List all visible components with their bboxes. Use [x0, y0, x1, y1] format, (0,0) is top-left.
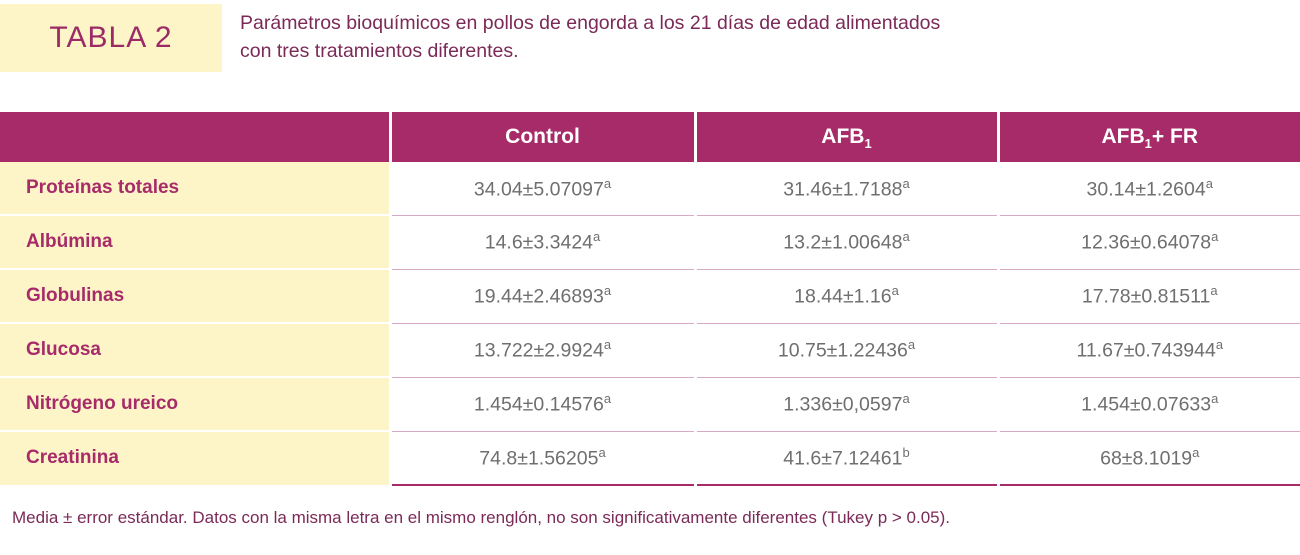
table-row	[0, 377, 1300, 431]
cell-value: 14.6±3.3424	[484, 231, 594, 254]
cell-marker: a	[902, 391, 910, 407]
cell-marker: a	[1215, 337, 1224, 353]
column-header-afb1-sub: 1	[864, 136, 872, 151]
cell-marker: a	[593, 229, 601, 245]
table-cell	[390, 269, 695, 323]
cell-value: 13.2±1.00648	[783, 231, 903, 254]
table-row	[0, 269, 1300, 323]
cell-marker: a	[891, 283, 899, 299]
cell-value: 11.67±0.743944	[1076, 339, 1216, 362]
row-label: Creatinina	[0, 431, 390, 485]
table-cell	[695, 323, 998, 377]
cell-marker: a	[902, 229, 910, 245]
cell-marker: a	[603, 337, 612, 353]
column-header-empty	[0, 112, 390, 162]
row-label: Proteínas totales	[0, 162, 390, 215]
caption-line-2: con tres tratamientos diferentes.	[240, 39, 519, 62]
row-label: Glucosa	[0, 323, 390, 377]
cell-marker: a	[1205, 175, 1213, 191]
column-header-afb1-fr-suffix: + FR	[1151, 125, 1198, 148]
column-header-afb1-fr-label: AFB	[1101, 125, 1145, 148]
table-caption	[222, 4, 940, 65]
table-cell	[998, 215, 1300, 269]
cell-marker: a	[598, 444, 606, 460]
cell-value: 30.14±1.2604	[1086, 178, 1206, 200]
row-label: Globulinas	[0, 269, 390, 323]
table-cell	[390, 431, 695, 485]
column-header-control	[390, 112, 695, 162]
caption-line-1: Parámetros bioquímicos en pollos de engorda a los 21 días de edad alimentados	[240, 12, 941, 34]
table-cell	[998, 323, 1300, 377]
cell-value: 1.454±0.07633	[1081, 393, 1212, 416]
cell-value: 68±8.1019	[1100, 447, 1193, 470]
table-number-label: TABLA 2	[49, 21, 173, 54]
cell-marker: a	[603, 175, 612, 191]
column-header-afb1-fr-sub: 1	[1144, 136, 1152, 151]
cell-value: 13.722±2.9924	[473, 339, 604, 362]
cell-marker: a	[603, 283, 612, 299]
cell-value: 1.454±0.14576	[473, 393, 604, 416]
cell-marker: b	[902, 444, 910, 460]
table-header-row	[0, 112, 1300, 162]
cell-marker: a	[1211, 229, 1219, 245]
cell-marker: a	[1211, 391, 1219, 407]
column-header-afb1	[695, 112, 998, 162]
cell-value: 18.44±1.16	[794, 285, 892, 308]
cell-value: 12.36±0.64078	[1081, 231, 1212, 254]
table-cell	[390, 323, 695, 377]
column-header-control-label: Control	[505, 125, 580, 148]
figure-header	[0, 0, 1300, 72]
cell-value: 19.44±2.46893	[473, 285, 604, 308]
table-cell	[998, 377, 1300, 431]
table-cell	[695, 215, 998, 269]
cell-marker: a	[603, 391, 612, 407]
table-cell	[695, 162, 998, 215]
table-cell	[998, 162, 1300, 215]
column-header-afb1-fr	[998, 112, 1300, 162]
table-cell	[390, 162, 695, 215]
table-cell	[695, 377, 998, 431]
cell-value: 1.336±0,0597	[783, 393, 903, 416]
table-row	[0, 215, 1300, 269]
table-cell	[695, 431, 998, 485]
cell-value: 41.6±7.12461	[783, 447, 903, 470]
table-cell	[998, 431, 1300, 485]
table-cell	[390, 215, 695, 269]
table-row	[0, 431, 1300, 485]
cell-marker: a	[902, 175, 910, 191]
cell-marker: a	[1210, 283, 1218, 299]
row-label: Nitrógeno ureico	[0, 377, 390, 431]
cell-value: 10.75±1.22436	[777, 339, 908, 362]
row-label: Albúmina	[0, 215, 390, 269]
table-body	[0, 162, 1300, 485]
table-number-badge	[0, 4, 222, 72]
cell-value: 74.8±1.56205	[479, 447, 599, 470]
table-row	[0, 162, 1300, 215]
cell-value: 31.46±1.7188	[783, 178, 903, 200]
table-cell	[998, 269, 1300, 323]
table-cell	[390, 377, 695, 431]
cell-marker: a	[907, 337, 916, 353]
cell-marker: a	[1192, 444, 1200, 460]
table-footnote: Media ± error estándar. Datos con la misma letra en el mismo renglón, no son significativamente diferentes (Tukey p > 0.05).	[12, 507, 951, 527]
table-row	[0, 323, 1300, 377]
cell-value: 34.04±5.07097	[473, 178, 604, 200]
cell-value: 17.78±0.81511	[1081, 285, 1211, 308]
table-cell	[695, 269, 998, 323]
data-table	[0, 112, 1300, 486]
column-header-afb1-label: AFB	[821, 125, 865, 148]
